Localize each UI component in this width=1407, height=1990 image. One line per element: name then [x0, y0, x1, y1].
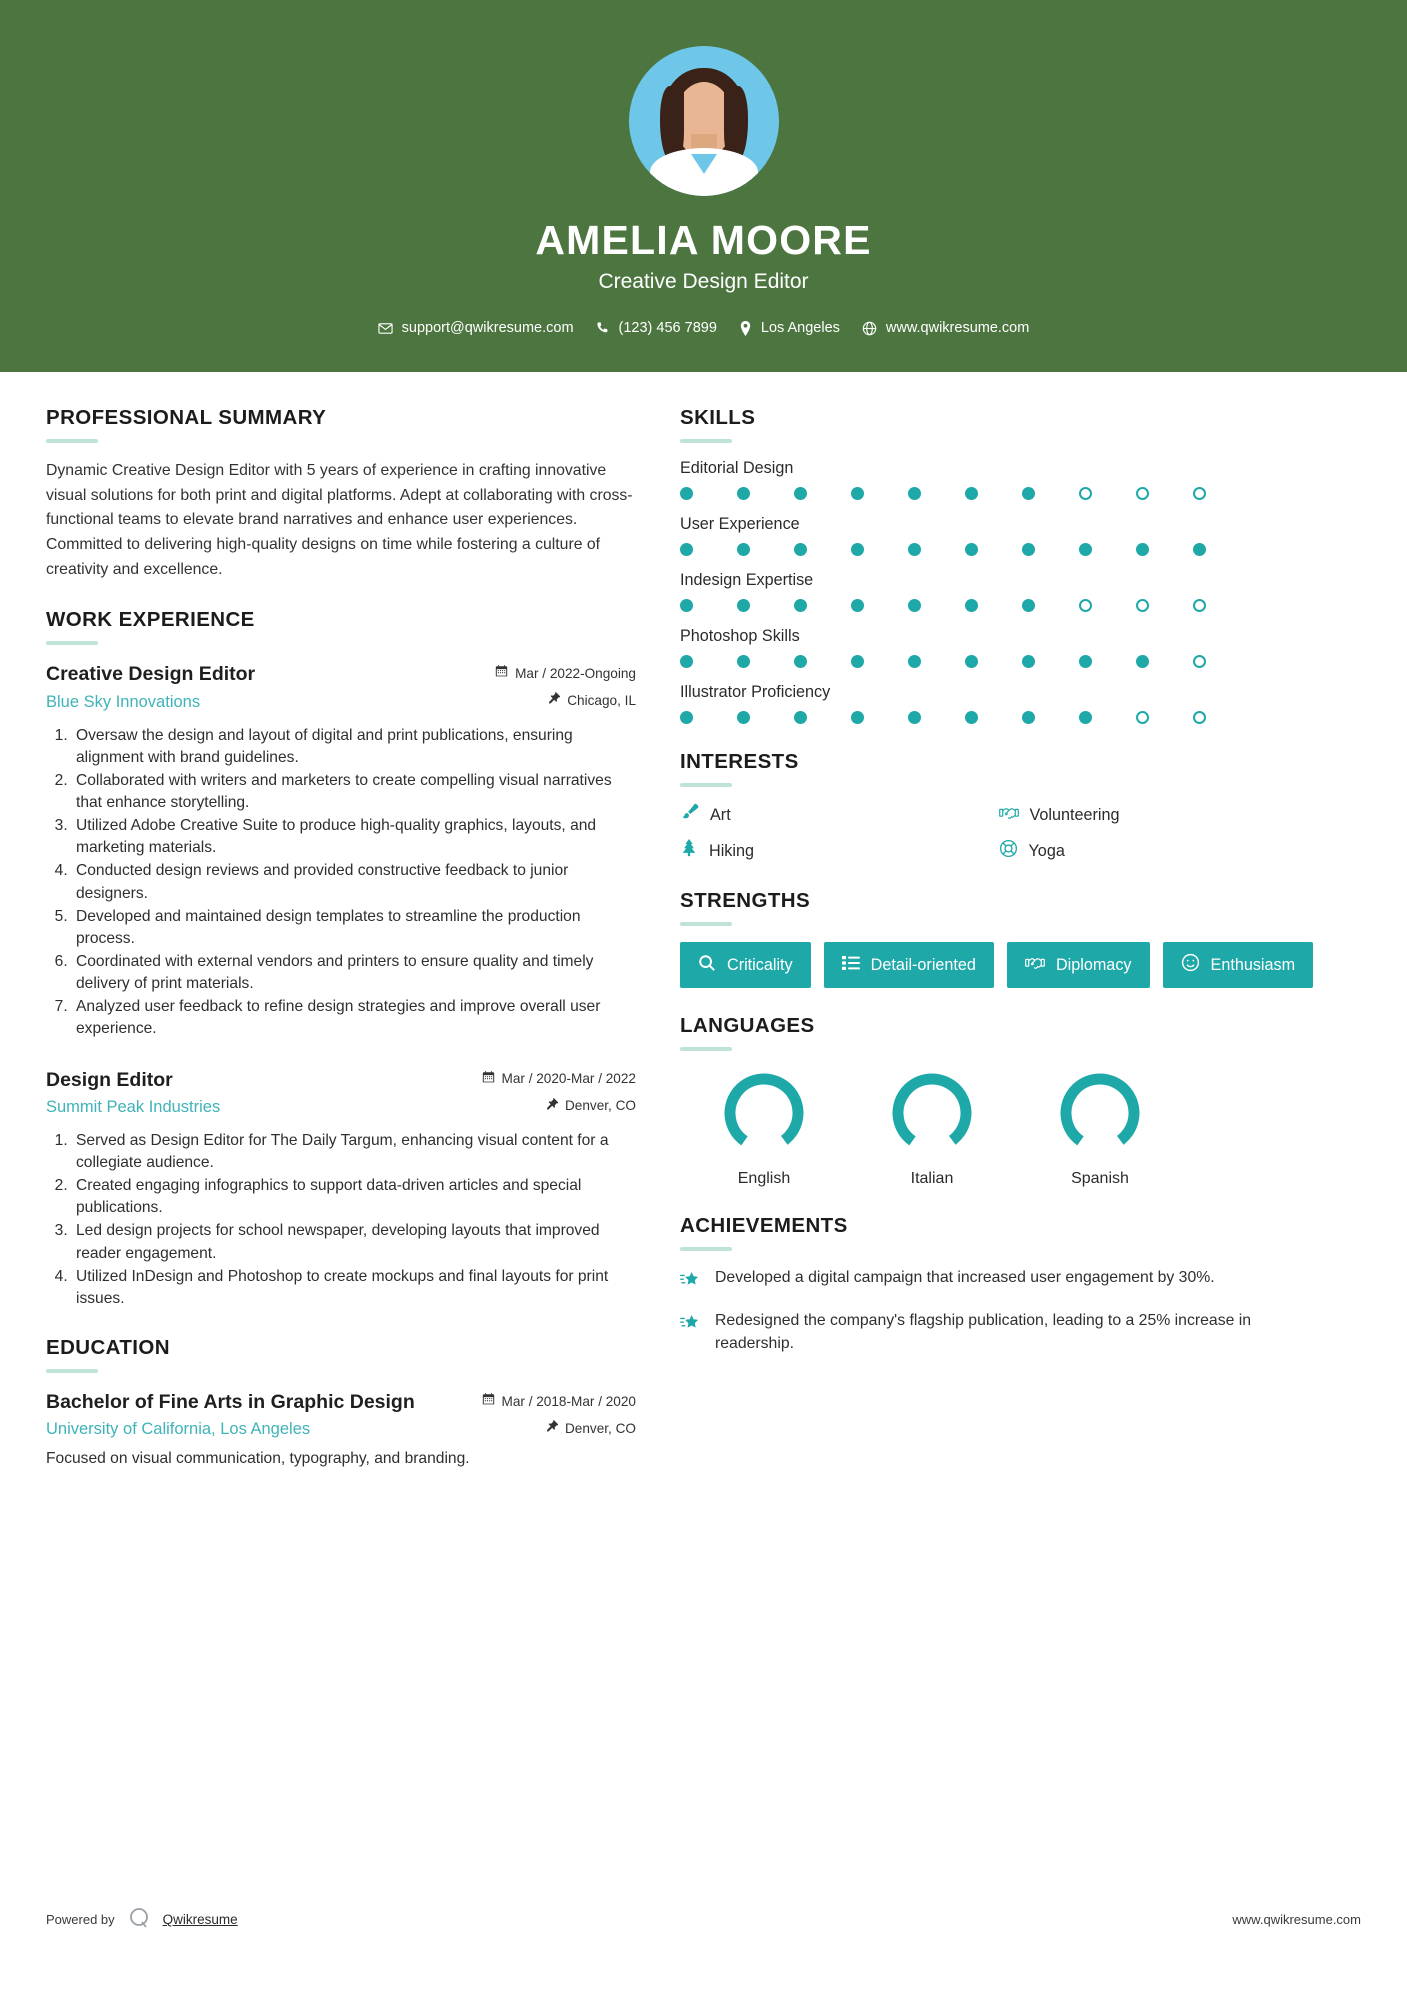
language-item	[1016, 1067, 1184, 1188]
skill-dot-cell	[965, 487, 1022, 500]
skill-dot-filled	[1136, 543, 1149, 556]
interest-item	[999, 839, 1318, 863]
skill-dot-cell	[737, 543, 794, 556]
right-column	[680, 406, 1317, 1381]
job-date: Mar / 2020-Mar / 2022	[501, 1071, 636, 1087]
skill-dot-cell	[737, 487, 794, 500]
skill-dot-cell	[1136, 655, 1193, 668]
calendar-icon	[482, 1071, 495, 1087]
job-bullet: 2. Collaborated with writers and marketers to create compelling visual narratives that enhance storytelling.	[72, 770, 636, 814]
tree-icon	[680, 839, 698, 863]
skill-dot-cell	[965, 655, 1022, 668]
map-pin-icon	[739, 321, 752, 336]
skill-dot-filled	[851, 543, 864, 556]
skill-dot-filled	[1136, 655, 1149, 668]
section-rule	[680, 1047, 732, 1051]
education-degree: Bachelor of Fine Arts in Graphic Design	[46, 1391, 415, 1414]
skill-name: Indesign Expertise	[680, 571, 814, 590]
contact-website[interactable]	[862, 320, 1029, 336]
strengths-list	[680, 942, 1317, 988]
contact-phone-text: (123) 456 7899	[618, 320, 717, 337]
section-rule	[46, 439, 98, 443]
skill-dot-filled	[1022, 655, 1035, 668]
strength-badge	[1007, 942, 1150, 988]
skill-row	[680, 571, 1317, 612]
skill-dot-cell	[1136, 599, 1193, 612]
interest-label: Yoga	[1028, 841, 1065, 860]
strength-label: Diplomacy	[1055, 955, 1132, 974]
skill-dot-cell	[908, 543, 965, 556]
star-shooting-icon	[680, 1310, 702, 1338]
job-meta	[482, 1067, 637, 1114]
skill-dot-cell	[680, 599, 737, 612]
skill-rating	[680, 543, 1317, 556]
footer-powered-by-label: Powered by	[46, 1912, 115, 1927]
skill-dot-filled	[965, 711, 978, 724]
interest-label: Volunteering	[1029, 805, 1120, 824]
skill-dot-cell	[1193, 655, 1250, 668]
section-strengths	[680, 889, 1317, 988]
section-rule	[680, 1247, 732, 1251]
education-location: Denver, CO	[564, 1420, 636, 1436]
skill-dot-filled	[851, 655, 864, 668]
skill-dot-filled	[965, 655, 978, 668]
skill-dot-filled	[908, 543, 921, 556]
skill-dot-filled	[794, 655, 807, 668]
language-label: English	[737, 1170, 791, 1188]
education-meta	[482, 1389, 637, 1436]
star-shooting-icon	[680, 1267, 702, 1295]
job-bullets	[46, 1130, 636, 1310]
skill-dot-cell	[1079, 487, 1136, 500]
summary-text: Dynamic Creative Design Editor with 5 years of experience in crafting innovative visual solutions for both print and digital platforms. Adept at collaborating with cross-functional teams to elevate brand narratives and enhance user experiences. Committed to delivering high-quality designs on time while fostering a culture of creativity and excellence.	[46, 462, 633, 578]
calendar-icon	[482, 1393, 495, 1409]
skill-dot-cell	[1193, 599, 1250, 612]
left-column	[46, 406, 636, 1497]
skill-dot-cell	[851, 655, 908, 668]
skill-dot-filled	[794, 487, 807, 500]
skill-dot-cell	[1022, 711, 1079, 724]
job-location-line	[495, 692, 636, 708]
globe-icon	[862, 321, 877, 336]
skills-list	[680, 459, 1317, 724]
skill-dot-cell	[965, 599, 1022, 612]
skill-dot-filled	[737, 711, 750, 724]
skill-dot-cell	[908, 599, 965, 612]
language-item	[848, 1067, 1016, 1188]
job-bullet: 3. Utilized Adobe Creative Suite to produce high-quality graphics, layouts, and marketing materials.	[72, 815, 636, 859]
contact-website-text: www.qwikresume.com	[885, 320, 1030, 337]
language-label: Spanish	[1071, 1170, 1129, 1188]
skill-dot-cell	[1193, 543, 1250, 556]
skill-dot-filled	[680, 711, 693, 724]
skill-dot-cell	[1022, 543, 1079, 556]
skill-dot-filled	[908, 487, 921, 500]
skill-dot-cell	[908, 711, 965, 724]
job-entry	[46, 1067, 636, 1310]
job-bullet: 2. Created engaging infographics to support data-driven articles and special publications.	[72, 1175, 636, 1219]
skill-dot-filled	[1022, 543, 1035, 556]
section-languages	[680, 1014, 1317, 1188]
skill-dot-filled	[965, 487, 978, 500]
map-pin-icon	[548, 692, 560, 708]
skill-dot-filled	[965, 543, 978, 556]
qwikresume-logo-icon	[126, 1905, 152, 1934]
resume-footer	[0, 1905, 1407, 1934]
skill-dot-filled	[680, 543, 693, 556]
language-label: Italian	[910, 1170, 954, 1188]
section-title-education: EDUCATION	[46, 1336, 170, 1360]
skill-dot-filled	[1022, 711, 1035, 724]
skill-dot-filled	[1022, 487, 1035, 500]
skill-dot-cell	[680, 543, 737, 556]
job-company[interactable]: Blue Sky Innovations	[46, 692, 201, 711]
job-bullet: 4. Conducted design reviews and provided constructive feedback to junior designers.	[72, 860, 636, 904]
paintbrush-icon	[680, 803, 699, 827]
skill-rating	[680, 487, 1317, 500]
language-item	[680, 1067, 848, 1188]
job-bullets	[46, 725, 636, 1041]
job-bullet: 1. Oversaw the design and layout of digital and print publications, ensuring alignment with brand guidelines.	[72, 725, 636, 769]
education-location-line	[482, 1420, 637, 1436]
skill-dot-cell	[1079, 711, 1136, 724]
language-ring	[718, 1067, 810, 1159]
skill-dot-empty	[1136, 599, 1149, 612]
job-title: Design Editor	[46, 1068, 173, 1091]
achievement-item	[680, 1310, 1317, 1355]
achievements-list	[680, 1267, 1317, 1355]
strength-badge	[680, 942, 811, 988]
skill-dot-filled	[851, 711, 864, 724]
skill-dot-cell	[794, 543, 851, 556]
skill-dot-filled	[851, 599, 864, 612]
interest-label: Art	[710, 805, 731, 824]
achievement-item	[680, 1267, 1317, 1295]
skill-dot-cell	[965, 711, 1022, 724]
contact-email[interactable]	[378, 320, 574, 336]
skill-rating	[680, 655, 1317, 668]
job-date-line	[482, 1071, 637, 1087]
skill-dot-filled	[737, 487, 750, 500]
education-school[interactable]: University of California, Los Angeles	[46, 1420, 311, 1439]
skill-dot-cell	[1193, 711, 1250, 724]
section-title-work: WORK EXPERIENCE	[46, 608, 255, 632]
skill-dot-empty	[1079, 599, 1092, 612]
skill-dot-cell	[737, 711, 794, 724]
skill-dot-cell	[737, 599, 794, 612]
contact-email-text: support@qwikresume.com	[401, 320, 574, 337]
job-bullet: 7. Analyzed user feedback to refine design strategies and improve overall user experience.	[72, 996, 636, 1040]
skill-dot-cell	[794, 487, 851, 500]
skill-row	[680, 683, 1317, 724]
skill-dot-cell	[680, 655, 737, 668]
skill-dot-filled	[794, 711, 807, 724]
resume-body	[0, 372, 1407, 1497]
section-professional-summary	[46, 406, 636, 582]
education-date-line	[482, 1393, 637, 1409]
interest-item	[680, 839, 999, 863]
skill-dot-cell	[680, 487, 737, 500]
interest-item	[680, 803, 999, 827]
section-rule	[680, 439, 732, 443]
contact-row	[0, 320, 1407, 336]
section-work-experience	[46, 608, 636, 1310]
job-header	[46, 661, 636, 711]
skill-name: Illustrator Proficiency	[680, 683, 831, 702]
skill-dot-cell	[1136, 487, 1193, 500]
language-ring	[886, 1067, 978, 1159]
skill-dot-empty	[1079, 487, 1092, 500]
skill-dot-filled	[737, 655, 750, 668]
job-date: Mar / 2022-Ongoing	[515, 665, 636, 681]
achievement-text: Redesigned the company's flagship publication, leading to a 25% increase in readership.	[715, 1312, 1252, 1352]
section-title-interests: INTERESTS	[680, 750, 799, 774]
skill-dot-filled	[1079, 543, 1092, 556]
job-bullet: 5. Developed and maintained design templates to streamline the production process.	[72, 906, 636, 950]
job-title: Creative Design Editor	[46, 663, 256, 686]
language-ring	[1054, 1067, 1146, 1159]
skill-dot-filled	[1079, 711, 1092, 724]
job-bullet: 6. Coordinated with external vendors and printers to ensure quality and timely delivery of print materials.	[72, 951, 636, 995]
interest-label: Hiking	[709, 841, 754, 860]
job-date-line	[495, 665, 636, 681]
section-rule	[680, 783, 732, 787]
job-company[interactable]: Summit Peak Industries	[46, 1097, 221, 1116]
section-title-languages: LANGUAGES	[680, 1014, 815, 1038]
smiley-icon	[1181, 953, 1200, 977]
skill-name: Editorial Design	[680, 459, 794, 478]
phone-icon	[596, 321, 610, 335]
skill-dot-filled	[908, 711, 921, 724]
envelope-icon	[378, 321, 393, 336]
skill-dot-filled	[680, 599, 693, 612]
job-location: Denver, CO	[564, 1098, 636, 1114]
skill-dot-cell	[1022, 487, 1079, 500]
education-title-block	[46, 1389, 482, 1439]
skill-dot-filled	[737, 599, 750, 612]
section-title-summary: PROFESSIONAL SUMMARY	[46, 406, 327, 430]
skill-dot-empty	[1193, 711, 1206, 724]
skill-dot-filled	[1193, 543, 1206, 556]
resume-header	[0, 0, 1407, 372]
skill-dot-cell	[1193, 487, 1250, 500]
job-bullet: 1. Served as Design Editor for The Daily Targum, enhancing visual content for a collegiate audience.	[72, 1130, 636, 1174]
section-skills	[680, 406, 1317, 724]
skill-dot-cell	[1022, 599, 1079, 612]
contact-location-text: Los Angeles	[760, 320, 840, 337]
skill-dot-filled	[680, 655, 693, 668]
skill-dot-cell	[1079, 655, 1136, 668]
skill-dot-cell	[908, 655, 965, 668]
strength-label: Detail-oriented	[870, 955, 976, 974]
job-location: Chicago, IL	[567, 692, 636, 708]
skill-dot-empty	[1193, 655, 1206, 668]
skill-dot-empty	[1193, 487, 1206, 500]
job-title-block	[46, 661, 495, 711]
skill-row	[680, 627, 1317, 668]
section-title-strengths: STRENGTHS	[680, 889, 811, 913]
job-header	[46, 1067, 636, 1117]
strength-label: Criticality	[727, 955, 793, 974]
job-location-line	[482, 1098, 637, 1114]
skill-row	[680, 515, 1317, 556]
skill-dot-cell	[794, 655, 851, 668]
skill-dot-filled	[794, 543, 807, 556]
skill-dot-filled	[680, 487, 693, 500]
interests-list	[680, 803, 1317, 863]
skill-dot-cell	[1079, 543, 1136, 556]
qwikresume-link[interactable]: Qwikresume	[162, 1912, 238, 1927]
avatar	[629, 46, 779, 196]
contact-phone[interactable]	[596, 320, 717, 336]
languages-list	[680, 1067, 1317, 1188]
skill-dot-filled	[965, 599, 978, 612]
skill-rating	[680, 711, 1317, 724]
skill-dot-cell	[1022, 655, 1079, 668]
contact-location	[739, 320, 840, 336]
map-pin-icon	[546, 1098, 558, 1114]
map-pin-icon	[546, 1420, 558, 1436]
skill-dot-empty	[1193, 599, 1206, 612]
skill-dot-cell	[1136, 543, 1193, 556]
skill-dot-filled	[851, 487, 864, 500]
job-bullet: 3. Led design projects for school newspaper, developing layouts that improved reader engagement.	[72, 1220, 636, 1264]
skill-dot-filled	[908, 599, 921, 612]
section-rule	[46, 641, 98, 645]
calendar-icon	[495, 665, 508, 681]
lifebuoy-icon	[999, 839, 1018, 863]
skill-dot-cell	[794, 711, 851, 724]
strength-badge	[1163, 942, 1314, 988]
section-title-achievements: ACHIEVEMENTS	[680, 1214, 848, 1238]
education-header	[46, 1389, 636, 1439]
candidate-name: AMELIA MOORE	[535, 217, 872, 263]
section-achievements	[680, 1214, 1317, 1355]
skill-dot-cell	[1079, 599, 1136, 612]
education-date: Mar / 2018-Mar / 2020	[501, 1393, 636, 1409]
skill-row	[680, 459, 1317, 500]
skill-dot-filled	[737, 543, 750, 556]
footer-website: www.qwikresume.com	[1232, 1912, 1361, 1927]
job-bullet: 4. Utilized InDesign and Photoshop to create mockups and final layouts for print issues.	[72, 1266, 636, 1310]
skill-rating	[680, 599, 1317, 612]
job-entry	[46, 661, 636, 1040]
education-description: Focused on visual communication, typography, and branding.	[46, 1450, 470, 1468]
jobs-list	[46, 661, 636, 1310]
strength-label: Enthusiasm	[1210, 955, 1296, 974]
handshake-icon	[999, 805, 1019, 826]
search-icon	[698, 954, 716, 977]
section-interests	[680, 750, 1317, 863]
skill-dot-cell	[1136, 711, 1193, 724]
achievement-text: Developed a digital campaign that increased user engagement by 30%.	[715, 1269, 1215, 1287]
skill-dot-filled	[1079, 655, 1092, 668]
skill-dot-filled	[908, 655, 921, 668]
skill-dot-cell	[851, 487, 908, 500]
skill-dot-empty	[1136, 487, 1149, 500]
skill-dot-cell	[737, 655, 794, 668]
candidate-role: Creative Design Editor	[598, 270, 809, 294]
skill-name: Photoshop Skills	[680, 627, 800, 646]
skill-dot-cell	[794, 599, 851, 612]
education-list	[46, 1389, 636, 1471]
skill-dot-cell	[908, 487, 965, 500]
interest-item	[999, 803, 1318, 827]
skill-dot-filled	[794, 599, 807, 612]
skill-dot-filled	[1022, 599, 1035, 612]
skill-dot-cell	[965, 543, 1022, 556]
skill-dot-cell	[851, 599, 908, 612]
skill-name: User Experience	[680, 515, 800, 534]
skill-dot-empty	[1136, 711, 1149, 724]
section-rule	[680, 922, 732, 926]
footer-branding	[46, 1905, 238, 1934]
list-icon	[842, 955, 860, 976]
education-entry	[46, 1389, 636, 1471]
skill-dot-cell	[851, 543, 908, 556]
skill-dot-cell	[680, 711, 737, 724]
section-title-skills: SKILLS	[680, 406, 756, 430]
skill-dot-cell	[851, 711, 908, 724]
handshake-icon	[1025, 955, 1045, 976]
job-title-block	[46, 1067, 482, 1117]
strength-badge	[824, 942, 994, 988]
section-rule	[46, 1369, 98, 1373]
job-meta	[495, 661, 636, 708]
section-education	[46, 1336, 636, 1471]
